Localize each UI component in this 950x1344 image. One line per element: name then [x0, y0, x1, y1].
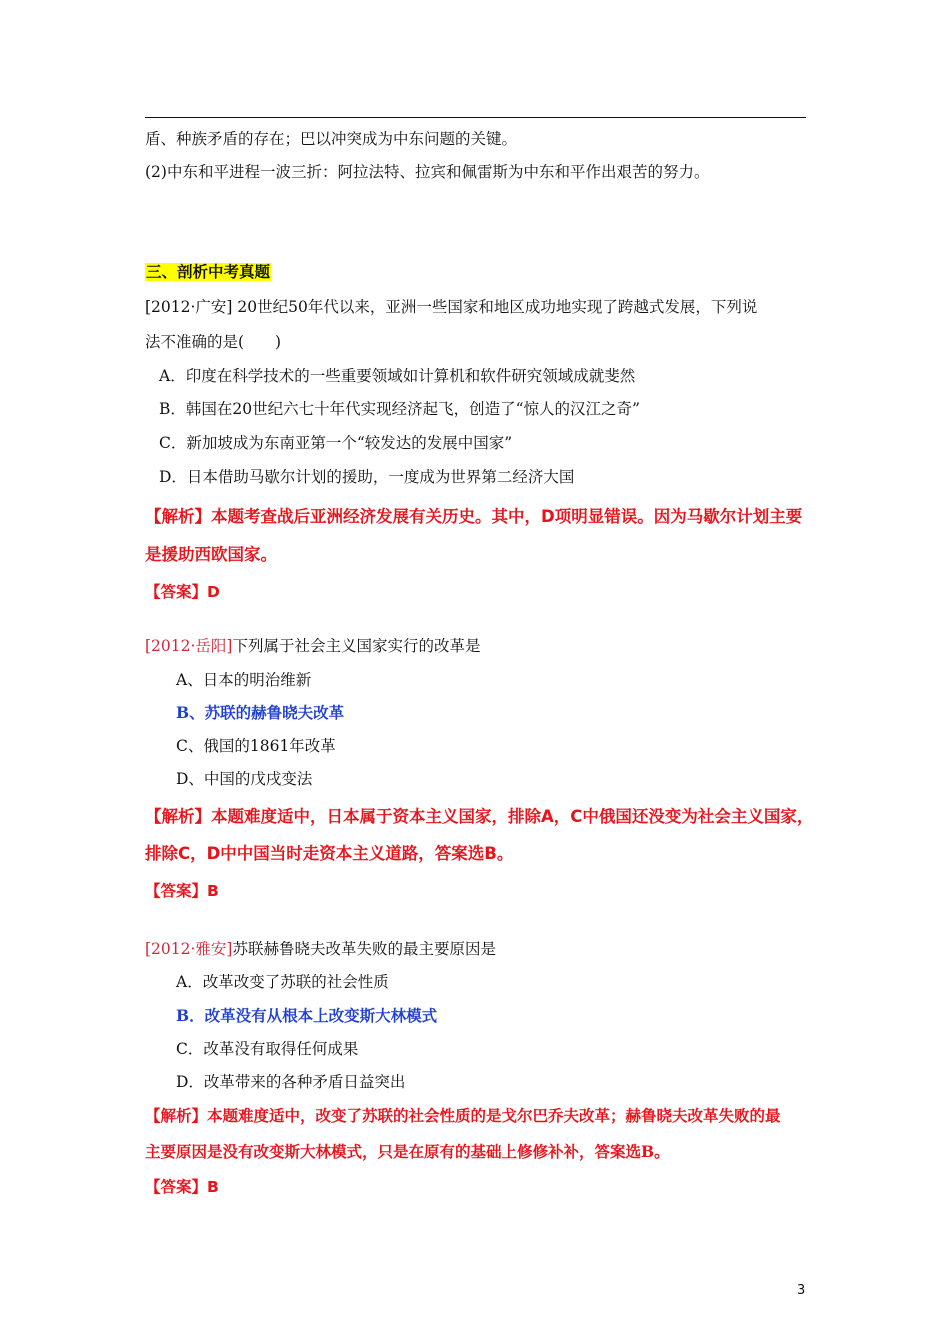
q1-option-d: D．日本借助马歇尔计划的援助，一度成为世界第二经济大国 — [159, 468, 575, 486]
section-heading — [145, 261, 271, 283]
q3-option-a: A．改革改变了苏联的社会性质 — [176, 973, 389, 991]
section-heading-text: 三、剖析中考真题 — [146, 263, 271, 281]
q3-option-c: C．改革没有取得任何成果 — [176, 1040, 359, 1058]
q1-answer: 【答案】D — [145, 583, 220, 601]
q2-stem — [145, 635, 480, 657]
q2-source: [2012·岳阳] — [145, 637, 233, 655]
q3-option-d: D．改革带来的各种矛盾日益突出 — [176, 1073, 406, 1091]
q2-analysis-line-2: 排除C，D中中国当时走资本主义道路，答案选B。 — [145, 844, 514, 863]
q1-analysis-line-1: 【解析】本题考查战后亚洲经济发展有关历史。其中，D项明显错误。因为马歇尔计划主要 — [145, 507, 803, 526]
q2-answer: 【答案】B — [145, 882, 219, 900]
q3-stem — [145, 938, 496, 960]
q3-analysis-line-2: 主要原因是没有改变斯大林模式，只是在原有的基础上修修补补，答案选B。 — [145, 1142, 670, 1161]
q3-analysis-line-1: 【解析】本题难度适中，改变了苏联的社会性质的是戈尔巴乔夫改革；赫鲁晓夫改革失败的最 — [145, 1106, 781, 1125]
q1-option-c: C．新加坡成为东南亚第一个“较发达的发展中国家” — [159, 434, 513, 452]
header-rule — [145, 117, 806, 118]
q3-answer — [145, 1176, 219, 1198]
q3-option-b: B．改革没有从根本上改变斯大林模式 — [176, 1006, 438, 1025]
continuation-line-2: (2)中东和平进程一波三折：阿拉法特、拉宾和佩雷斯为中东和平作出艰苦的努力。 — [145, 163, 710, 181]
q1-stem-line-2: 法不准确的是( ) — [145, 333, 282, 351]
q1-option-a: A．印度在科学技术的一些重要领域如计算机和软件研究领域成就斐然 — [159, 367, 636, 385]
q3-source: [2012·雅安] — [145, 940, 233, 958]
q1-option-b: B．韩国在20世纪六七十年代实现经济起飞，创造了“惊人的汉江之奇” — [159, 400, 640, 418]
q2-option-d: D、中国的戊戌变法 — [176, 770, 313, 788]
q2-option-a: A、日本的明治维新 — [176, 671, 312, 689]
q2-analysis-line-1: 【解析】本题难度适中，日本属于资本主义国家，排除A，C中俄国还没变为社会主义国家， — [145, 807, 814, 826]
page-number: 3 — [797, 1283, 806, 1298]
q2-option-b: B、苏联的赫鲁晓夫改革 — [176, 703, 345, 722]
q2-option-c: C、俄国的1861年改革 — [176, 737, 336, 755]
q1-stem-line-1: [2012·广安] 20世纪50年代以来，亚洲一些国家和地区成功地实现了跨越式发展，下列说 — [145, 298, 758, 316]
continuation-line-1: 盾、种族矛盾的存在；巴以冲突成为中东问题的关键。 — [145, 130, 518, 148]
q3-stem-text: 苏联赫鲁晓夫改革失败的最主要原因是 — [232, 940, 496, 958]
q2-stem-text: 下列属于社会主义国家实行的改革是 — [232, 637, 481, 655]
q1-analysis-line-2: 是援助西欧国家。 — [145, 545, 277, 564]
q3-answer-text: 【答案】B — [145, 1178, 219, 1196]
